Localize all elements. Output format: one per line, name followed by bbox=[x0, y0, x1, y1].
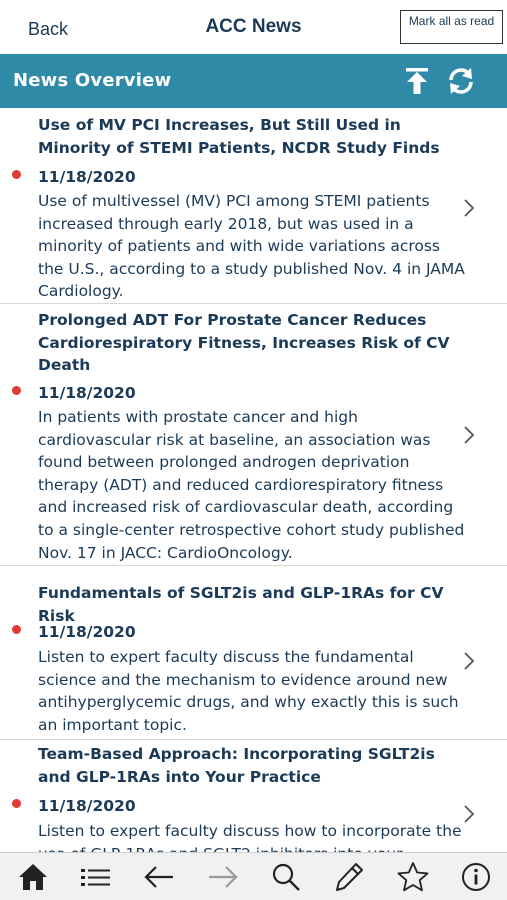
news-item-description: Use of multivessel (MV) PCI among STEMI patients increased through early 2018, but was used in a minority of patients and with wide variations across the U.S., according to a study published Nov. 4 in JAMA Cardiology. bbox=[38, 192, 465, 301]
news-item-title: Use of MV PCI Increases, But Still Used in Minority of STEMI Patients, NCDR Study Finds bbox=[38, 116, 440, 157]
news-item[interactable] bbox=[0, 566, 507, 740]
search-icon[interactable] bbox=[270, 861, 302, 893]
news-list bbox=[0, 108, 507, 852]
news-item-description: Listen to expert faculty discuss the fundamental science and the mechanism to evidence around new antihyperglycemic drugs, and why exactly this is such an important topic. bbox=[38, 648, 459, 734]
section-title: News Overview bbox=[13, 70, 172, 91]
news-item-date: 11/18/2020 bbox=[38, 797, 136, 815]
news-item-title: Fundamentals of SGLT2is and GLP-1RAs for CV Risk bbox=[38, 584, 444, 625]
mark-all-read-button[interactable]: Mark all as read bbox=[400, 10, 503, 44]
list-icon[interactable] bbox=[80, 861, 112, 893]
scroll-to-top-icon[interactable] bbox=[401, 65, 433, 97]
unread-indicator bbox=[12, 170, 21, 179]
star-icon[interactable] bbox=[397, 861, 429, 893]
news-overview-header bbox=[0, 54, 507, 108]
arrow-right-icon[interactable] bbox=[207, 861, 239, 893]
chevron-right-icon bbox=[462, 425, 476, 445]
home-icon[interactable] bbox=[17, 861, 49, 893]
news-item-date: 11/18/2020 bbox=[38, 168, 136, 186]
bottom-toolbar bbox=[0, 852, 507, 900]
arrow-left-icon[interactable] bbox=[143, 861, 175, 893]
unread-indicator bbox=[12, 625, 21, 634]
news-item-description: In patients with prostate cancer and high cardiovascular risk at baseline, an association was found between prolonged androgen deprivation therapy (ADT) and reduced cardiorespiratory fitness and increased risk of cardiovascular death, according to a single-center retrospective cohort study published Nov. 17 in JACC: CardioOncology. bbox=[38, 408, 465, 562]
top-nav bbox=[0, 0, 507, 54]
unread-indicator bbox=[12, 386, 21, 395]
news-item[interactable] bbox=[0, 108, 507, 304]
news-item-title: Prolonged ADT For Prostate Cancer Reduces Cardiorespiratory Fitness, Increases Risk of CV Death bbox=[38, 311, 450, 374]
news-item-description: Listen to expert faculty discuss how to incorporate the bbox=[38, 822, 462, 840]
chevron-right-icon bbox=[462, 651, 476, 671]
unread-indicator bbox=[12, 799, 21, 808]
page-title: ACC News bbox=[205, 16, 302, 37]
news-item-date: 11/18/2020 bbox=[38, 623, 136, 641]
chevron-right-icon bbox=[462, 804, 476, 824]
news-item-title: Team-Based Approach: Incorporating SGLT2is and GLP-1RAs into Your Practice bbox=[38, 745, 435, 786]
refresh-icon[interactable] bbox=[445, 65, 477, 97]
back-button[interactable]: Back bbox=[28, 19, 69, 39]
chevron-right-icon bbox=[462, 198, 476, 218]
news-item[interactable] bbox=[0, 304, 507, 566]
pencil-icon[interactable] bbox=[333, 861, 365, 893]
news-item-date: 11/18/2020 bbox=[38, 384, 136, 402]
info-icon[interactable] bbox=[460, 861, 492, 893]
